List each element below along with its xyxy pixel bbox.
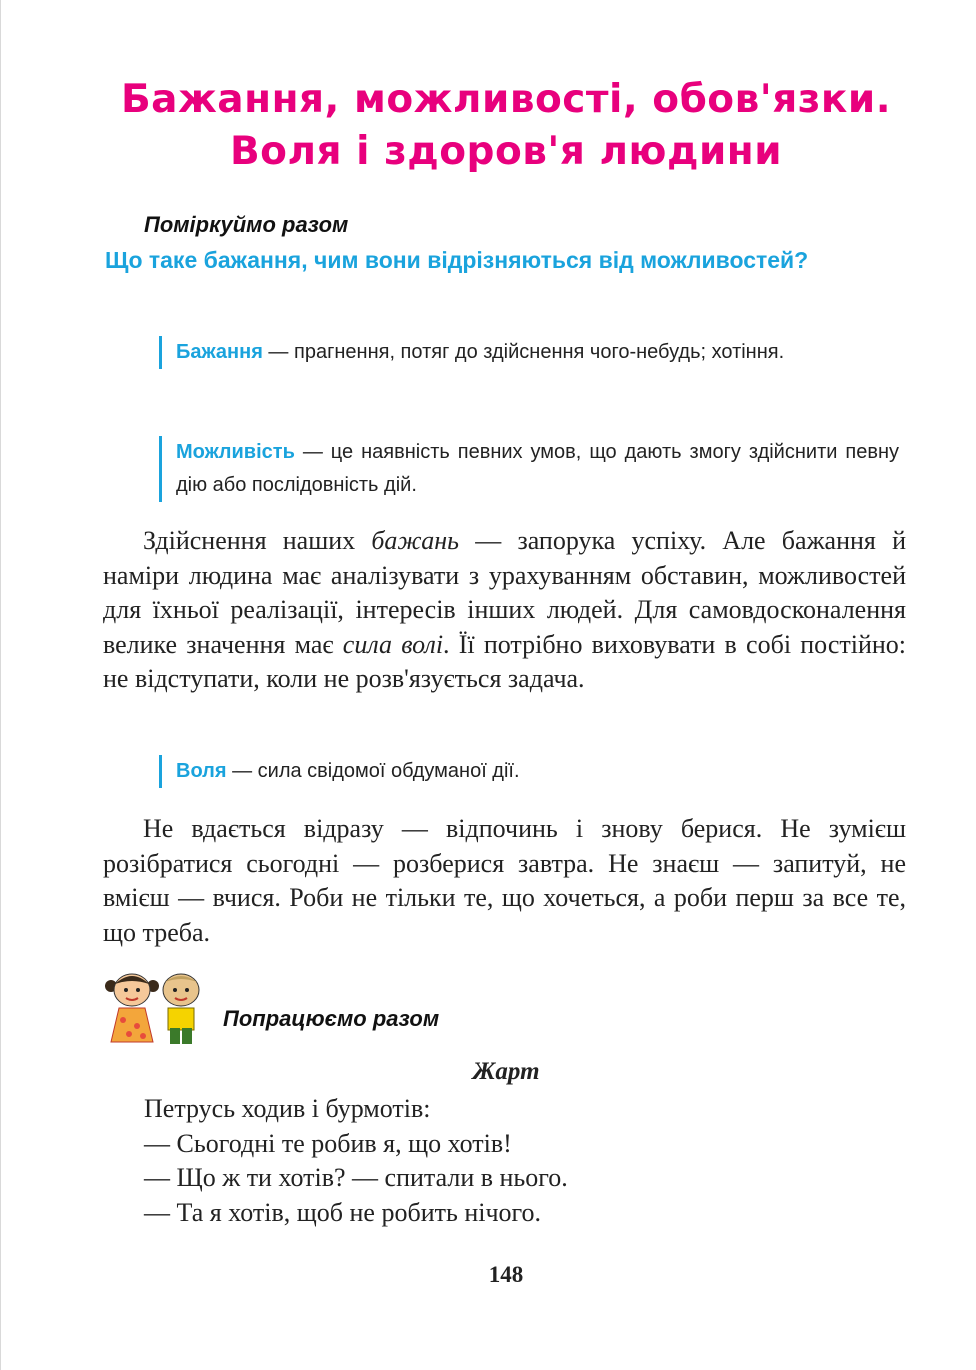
poem-line: — Сьогодні те робив я, що хотів! [144, 1128, 512, 1158]
definition-term: Можливість [176, 441, 295, 463]
paragraph-text: — запорука успіху. Але бажання й наміри людина має аналізувати з урахуванням обставин, можливостей для їхньої реалізації, інтересів інших людей. Для самовдосконалення велике значення має [103, 526, 906, 659]
poem-line: — Та я хотів, щоб не робить нічого. [144, 1197, 542, 1227]
paragraph-text: Здійснення наших [143, 526, 372, 555]
definition-term: Бажання [176, 341, 263, 363]
paragraph-advice: Не вдається відразу — відпочинь і знову берися. Не зумієш розібратися сьогодні — розберися завтра. Не знаєш — запитуй, не вмієш — вчися. Роби не тільки те, що хочеться, а роби перш за все те, що треба. [103, 814, 906, 947]
definition-text: — сила свідомої обдуманої дії. [226, 760, 520, 782]
definition-text: — це наявність певних умов, що дають змогу здійснити певну дію або послідовність дій. [176, 441, 899, 496]
paragraph-desires [103, 524, 906, 697]
joke-title: Жарт [472, 1058, 540, 1085]
paragraph-text: . Її потрібно виховувати в собі постійно: не відступати, коли не розв'язується задача. [103, 629, 906, 693]
emphasis-willpower: сила волі [342, 629, 444, 659]
title-line-2: Воля і здоров'я людини [229, 129, 783, 174]
joke-poem [144, 1092, 568, 1230]
work-together-heading: Попрацюємо разом [223, 1006, 440, 1031]
kids-illustration-icon [101, 968, 211, 1048]
definition-term: Воля [176, 760, 227, 782]
page-title [61, 74, 951, 178]
emphasis-desires: бажань [371, 526, 460, 555]
definition-desire [159, 336, 899, 369]
title-line-1: Бажання, можливості, обов'язки. [120, 77, 892, 122]
definition-text: — прагнення, потяг до здійснення чого-небудь; хотіння. [262, 341, 785, 363]
definition-will [159, 755, 776, 788]
question-text: Що таке бажання, чим вони відрізняються від можливостей? [105, 247, 809, 273]
definition-possibility [159, 436, 899, 502]
poem-line: — Що ж ти хотів? — спитали в нього. [144, 1163, 568, 1192]
poem-line: Петрусь ходив і бурмотів: [144, 1094, 431, 1123]
think-together-heading: Поміркуймо разом [144, 212, 349, 237]
page-number: 148 [488, 1262, 524, 1287]
